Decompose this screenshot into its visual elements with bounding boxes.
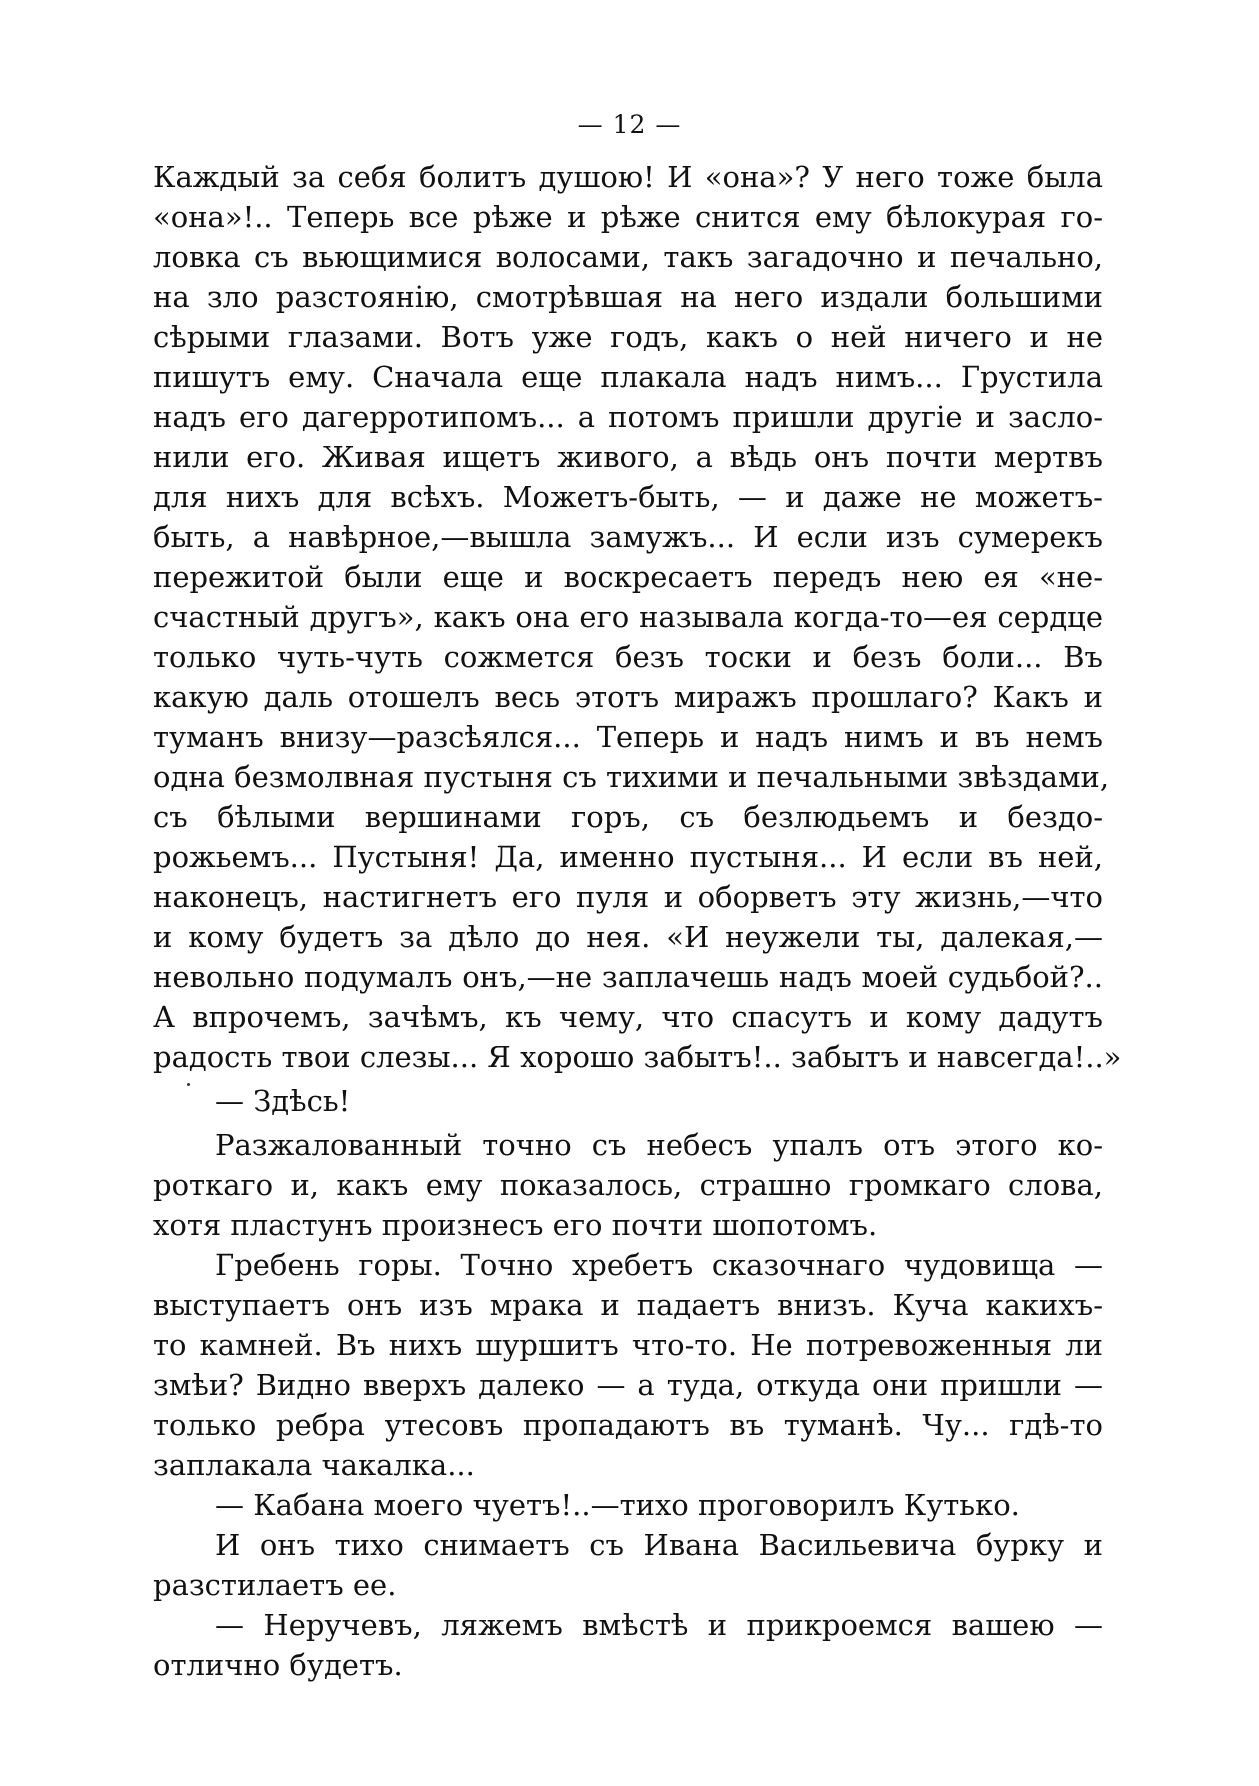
text-line: — Здѣсь! xyxy=(215,1084,351,1118)
text-line: И онъ тихо снимаетъ съ Ивана Васильевича бурку и xyxy=(215,1528,1103,1562)
text-line: «она»!.. Теперь все рѣже и рѣже снится ему бѣлокурая го- xyxy=(153,200,1103,234)
paragraph xyxy=(153,1605,1103,1685)
text-line: для нихъ для всѣхъ. Можетъ-быть, — и даже не можетъ- xyxy=(153,480,1103,514)
paragraph xyxy=(153,1245,1103,1485)
text-line: — Кабана моего чуетъ!..—тихо проговорилъ Кутько. xyxy=(215,1488,1020,1522)
text-line: выступаетъ онъ изъ мрака и падаетъ внизъ. Куча какихъ- xyxy=(153,1288,1103,1322)
text-line: сѣрыми глазами. Вотъ уже годъ, какъ о ней ничего и не xyxy=(153,320,1103,354)
text-line: отлично будетъ. xyxy=(153,1648,403,1682)
text-line: роткаго и, какъ ему показалось, страшно громкаго слова, xyxy=(153,1168,1103,1202)
text-line: змѣи? Видно вверхъ далеко — а туда, откуда они пришли — xyxy=(153,1368,1103,1402)
text-line: то камней. Въ нихъ шуршитъ что-то. Не потревоженныя ли xyxy=(153,1328,1103,1362)
paragraph xyxy=(153,1485,1103,1525)
text-line: и кому будетъ за дѣло до нея. «И неужели ты, далекая,— xyxy=(153,920,1103,954)
body-text xyxy=(153,157,1122,1685)
text-line: нили его. Живая ищетъ живого, а вѣдь онъ почти мертвъ xyxy=(153,440,1103,474)
text-line: ловка съ вьющимися волосами, такъ загадочно и печально, xyxy=(153,240,1103,274)
text-line: туманъ внизу—разсѣялся... Теперь и надъ нимъ и въ немъ xyxy=(153,720,1103,754)
text-line: быть, а навѣрное,—вышла замужъ... И если изъ сумерекъ xyxy=(153,520,1103,554)
text-line: пережитой были еще и воскресаетъ передъ нею ея «не- xyxy=(153,560,1103,594)
text-line: Гребень горы. Точно хребетъ сказочнаго чудовища — xyxy=(215,1248,1103,1282)
paragraph xyxy=(153,1125,1103,1245)
text-line: невольно подумалъ онъ,—не заплачешь надъ моей судьбой?.. xyxy=(153,960,1103,994)
text-line: на зло разстоянію, смотрѣвшая на него издали большими xyxy=(153,280,1103,314)
text-line: одна безмолвная пустыня съ тихими и печальными звѣздами, xyxy=(153,760,1110,794)
text-line: наконецъ, настигнетъ его пуля и оборветъ эту жизнь,—что xyxy=(153,880,1103,914)
text-line: надъ его дагерротипомъ... а потомъ пришли другіе и засло- xyxy=(153,400,1103,434)
paragraph xyxy=(153,157,1122,1077)
text-line: пишутъ ему. Сначала еще плакала надъ нимъ... Грустила xyxy=(153,360,1103,394)
text-line: — Неручевъ, ляжемъ вмѣстѣ и прикроемся вашею — xyxy=(215,1608,1103,1642)
text-line: счастный другъ», какъ она его называла когда-то—ея сердце xyxy=(153,600,1103,634)
text-line: съ бѣлыми вершинами горъ, съ безлюдьемъ и бездо- xyxy=(153,800,1103,834)
page-number: — 12 — xyxy=(577,110,682,139)
paragraph xyxy=(153,1081,1103,1121)
text-line: какую даль отошелъ весь этотъ миражъ прошлаго? Какъ и xyxy=(153,680,1103,714)
text-line: Разжалованный точно съ небесъ упалъ отъ этого ко- xyxy=(215,1128,1103,1162)
text-line: только чуть-чуть сожмется безъ тоски и безъ боли... Въ xyxy=(153,640,1103,674)
text-line: рожьемъ... Пустыня! Да, именно пустыня... И если въ ней, xyxy=(153,840,1103,874)
text-line: Каждый за себя болитъ душою! И «она»? У него тоже была xyxy=(153,160,1103,194)
text-line: разстилаетъ ее. xyxy=(153,1568,397,1602)
paragraph xyxy=(153,1525,1103,1605)
text-line: хотя пластунъ произнесъ его почти шопотомъ. xyxy=(153,1208,878,1242)
text-line: радость твои слезы... Я хорошо забытъ!.. забытъ и навсегда!..» xyxy=(153,1040,1122,1074)
text-line: заплакала чакалка... xyxy=(153,1448,475,1482)
text-line: только ребра утесовъ пропадаютъ въ туманѣ. Чу... гдѣ-то xyxy=(153,1408,1103,1442)
text-line: А впрочемъ, зачѣмъ, къ чему, что спасутъ и кому дадутъ xyxy=(153,1000,1103,1034)
